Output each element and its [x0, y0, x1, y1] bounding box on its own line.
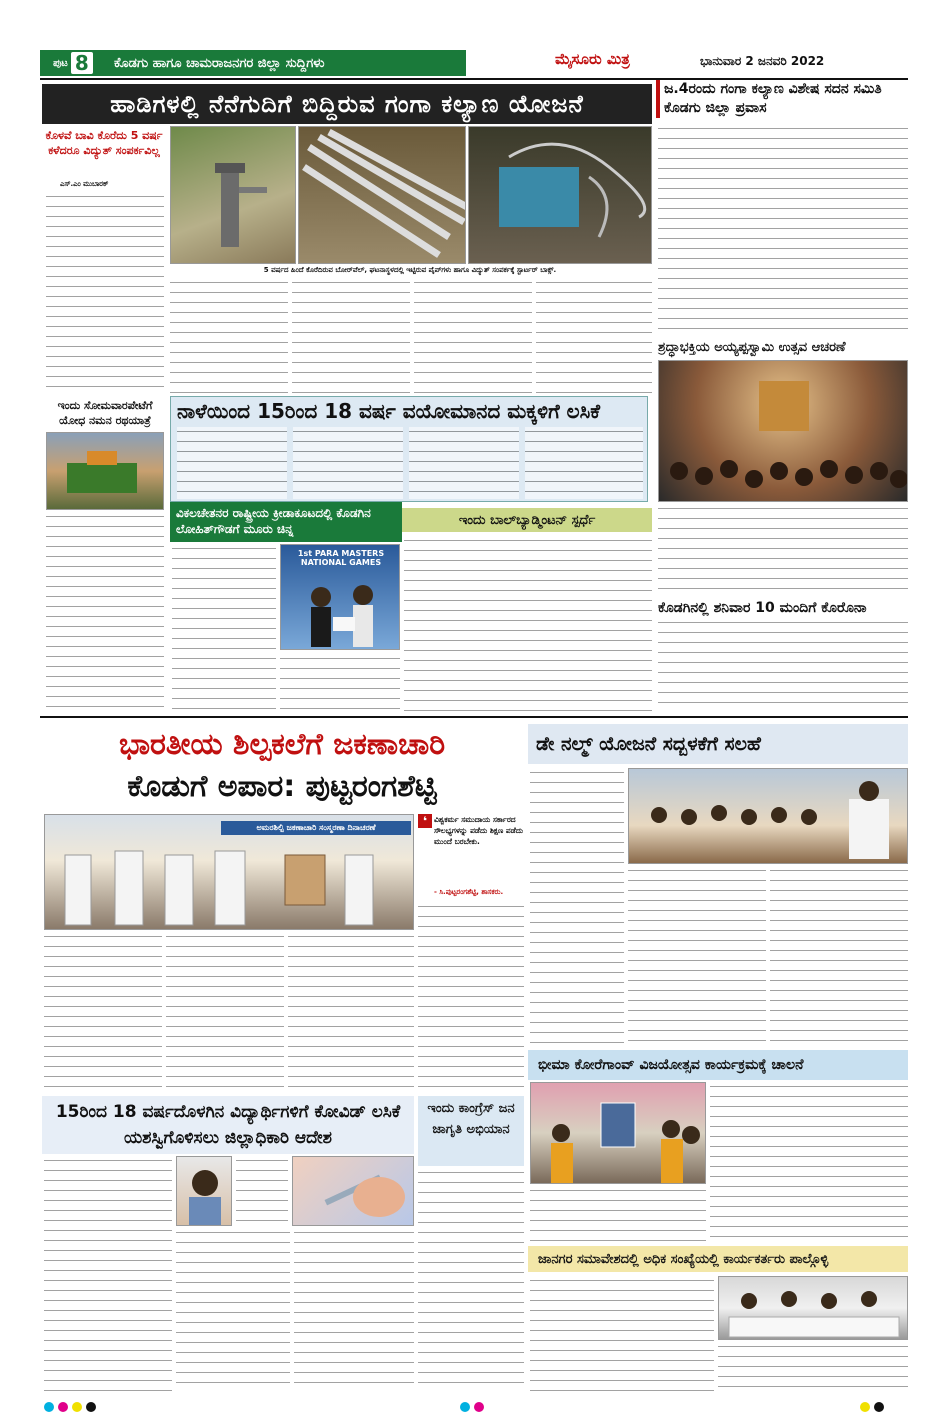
shilpi-col-4 [418, 902, 524, 1092]
lead-column-2 [170, 278, 288, 394]
bhima-col-1 [530, 1186, 706, 1244]
ballbadminton-body [404, 536, 652, 712]
ayyappa-body [658, 504, 908, 598]
pipes-photo [298, 126, 466, 264]
masthead-logo: ಮೈಸೂರು ಮಿತ್ರ [555, 50, 630, 68]
shilpi-stage-banner: ಅಮರಶಿಲ್ಪಿ ಜಕಣಾಚಾರಿ ಸಂಸ್ಮರಣಾ ದಿನಾಚರಣೆ [221, 821, 411, 835]
covid-col-1 [44, 1156, 172, 1392]
vaccine-col-2 [293, 427, 403, 499]
gangakalyana-committee-body [658, 124, 908, 338]
shilpi-headline [42, 724, 522, 812]
sports-body-2 [280, 654, 400, 712]
dc-portrait-photo [176, 1156, 232, 1226]
ballbadminton-headline: ಇಂದು ಬಾಲ್‌ಬ್ಯಾಡ್ಮಿಂಟನ್ ಸ್ಪರ್ಧೆ [402, 508, 652, 532]
covid-col-3 [176, 1228, 290, 1392]
lead-column-3 [292, 278, 410, 394]
congress-body [418, 1168, 524, 1392]
vaccination-photo [292, 1156, 414, 1226]
janagara-col-1 [530, 1276, 714, 1392]
daynulm-meeting-photo [628, 768, 908, 864]
sports-body-1 [172, 544, 276, 712]
lead-column-4 [414, 278, 532, 394]
congress-headline: ಇಂದು ಕಾಂಗ್ರೆಸ್ ಜನ ಜಾಗೃತಿ ಅಭಿಯಾನ [418, 1096, 524, 1166]
vaccine-col-4 [525, 427, 643, 499]
sports-banner-text: 1st PARA MASTERS NATIONAL GAMES [297, 549, 385, 567]
cyan-registration-mark [44, 1402, 54, 1412]
lead-column-1 [46, 192, 164, 392]
bhima-koregaon-headline: ಭೀಮಾ ಕೋರೆಗಾಂವ್ ವಿಜಯೋತ್ಸವ ಕಾರ್ಯಕ್ರಮಕ್ಕೆ ಚಾಲನೆ [528, 1050, 908, 1080]
shilpi-headline-line1: ಭಾರತೀಯ ಶಿಲ್ಪಕಲೆಗೆ ಜಕಣಾಚಾರಿ [118, 727, 446, 762]
shilpi-col-2 [166, 932, 284, 1092]
gangakalyana-committee-headline: ಜ.4ರಂದು ಗಂಗಾ ಕಲ್ಯಾಣ ವಿಶೇಷ ಸದನ ಸಮಿತಿ ಕೊಡಗು ಜಿಲ್ಲಾ ಪ್ರವಾಸ [656, 80, 906, 120]
ratha-photo [46, 432, 164, 510]
shilpi-event-photo [44, 814, 414, 930]
ratha-body [46, 512, 164, 712]
daynulm-headline: ಡೇ ನಲ್ಮ್ ಯೋಜನೆ ಸದ್ಬಳಕೆಗೆ ಸಲಹೆ [528, 724, 908, 764]
sports-headline: ವಿಕಲಚೇತನರ ರಾಷ್ಟ್ರೀಯ ಕ್ರೀಡಾಕೂಟದಲ್ಲಿ ಕೊಡಗಿನ ಲೋಹಿತ್‌ಗೌಡಗೆ ಮೂರು ಚಿನ್ನ [170, 502, 402, 542]
bhima-event-photo [530, 1082, 706, 1184]
lead-byline: ಎಸ್.ಎಂ ಮುಬಾರಕ್ [60, 180, 109, 188]
quote-mark-icon: ❛ [418, 814, 432, 828]
daynulm-col-2 [628, 866, 766, 1048]
lead-subhead: ಕೊಳವೆ ಬಾವಿ ಕೊರೆದು 5 ವರ್ಷ ಕಳೆದರೂ ವಿದ್ಯುತ್ ಸಂಪರ್ಕವಿಲ್ಲ [45, 129, 163, 157]
yellow-registration-mark-right [860, 1402, 870, 1412]
covid-dc-headline: 15ರಿಂದ 18 ವರ್ಷದೊಳಗಿನ ವಿದ್ಯಾರ್ಥಿಗಳಿಗೆ ಕೋವಿಡ್ ಲಸಿಕೆ ಯಶಸ್ವಿಗೊಳಿಸಲು ಜಿಲ್ಲಾಧಿಕಾರಿ ಆದೇಶ [42, 1096, 414, 1154]
section-heading: ಕೊಡಗು ಹಾಗೂ ಚಾಮರಾಜನಗರ ಜಿಲ್ಲಾ ಸುದ್ದಿಗಳು [106, 50, 466, 76]
mid-rule [40, 716, 908, 718]
vaccine-col-3 [409, 427, 519, 499]
ratha-headline: ಇಂದು ಸೋಮವಾರಪೇಟೆಗೆ ಯೋಧ ನಮನ ರಥಯಾತ್ರೆ [57, 399, 153, 427]
lead-headline: ಹಾಡಿಗಳಲ್ಲಿ ನೆನೆಗುದಿಗೆ ಬಿದ್ದಿರುವ ಗಂಗಾ ಕಲ್ಯಾಣ ಯೋಜನೆ [42, 84, 652, 124]
janagara-headline: ಜಾನಗರ ಸಮಾವೇಶದಲ್ಲಿ ಅಧಿಕ ಸಂಖ್ಯೆಯಲ್ಲಿ ಕಾರ್ಯಕರ್ತರು ಪಾಲ್ಗೊಳ್ಳಿ [528, 1246, 908, 1272]
shilpi-col-1 [44, 932, 162, 1092]
corona-headline: ಕೊಡಗಿನಲ್ಲಿ ಶನಿವಾರ 10 ಮಂದಿಗೆ ಕೊರೊನಾ [658, 600, 867, 616]
vaccine-headline: ನಾಳೆಯಿಂದ 15ರಿಂದ 18 ವರ್ಷ ವಯೋಮಾನದ ಮಕ್ಕಳಿಗೆ ಲಸಿಕೆ [177, 399, 601, 423]
lead-photo-caption: 5 ವರ್ಷದ ಹಿಂದೆ ಕೊರೆದಿರುವ ಬೋರ್‌ವೆಲ್, ಘಟನಾಸ್ಥಳದಲ್ಲಿ ಇಟ್ಟಿರುವ ಪೈಪ್‌ಗಳು ಹಾಗೂ ವಿದ್ಯುತ್ ಸಂಪರ್ಕಕ್ಕೆ ಸ್ಟಾರ್ಟರ್ ಬಾಕ್ಸ್. [263, 266, 557, 274]
black-registration-mark-right [874, 1402, 884, 1412]
vaccine-story-box [170, 396, 648, 502]
borewell-photo [170, 126, 296, 264]
magenta-registration-mark-center [474, 1402, 484, 1412]
covid-col-2 [236, 1156, 288, 1226]
ayyappa-headline: ಶ್ರದ್ಧಾಭಕ್ತಿಯ ಅಯ್ಯಪ್ಪಸ್ವಾಮಿ ಉತ್ಸವ ಆಚರಣೆ [658, 340, 846, 355]
daynulm-col-1 [530, 768, 624, 1048]
page-number: 8 [71, 52, 93, 74]
magenta-registration-mark [58, 1402, 68, 1412]
janagara-col-2 [718, 1342, 908, 1392]
sports-award-photo [280, 544, 400, 650]
cyan-registration-mark-center [460, 1402, 470, 1412]
vaccine-col-1 [177, 427, 287, 499]
shilpi-quote-box [418, 814, 524, 900]
shilpi-headline-line2: ಕೊಡುಗೆ ಅಪಾರ: ಪುಟ್ಟರಂಗಶೆಟ್ಟಿ [127, 769, 437, 804]
corona-body [658, 618, 908, 710]
black-registration-mark [86, 1402, 96, 1412]
shilpi-quote: ವಿಶ್ವಕರ್ಮ ಸಮುದಾಯ ಸರ್ಕಾರದ ಸೌಲಭ್ಯಗಳನ್ನು ಪಡೆದು ಶಿಕ್ಷಣ ಪಡೆದು ಮುಂದೆ ಬರಬೇಕು. [434, 815, 524, 846]
bhima-col-2 [710, 1082, 908, 1244]
shilpi-col-3 [288, 932, 414, 1092]
covid-col-4 [294, 1228, 414, 1392]
shilpi-quote-author: - ಸಿ.ಪುಟ್ಟರಂಗಶೆಟ್ಟಿ, ಶಾಸಕರು. [434, 888, 504, 896]
ayyappa-festival-photo [658, 360, 908, 502]
page-number-box [40, 50, 106, 76]
headline-accent-bar [656, 80, 660, 118]
starter-box-photo [468, 126, 652, 264]
lead-column-5 [536, 278, 652, 394]
yellow-registration-mark [72, 1402, 82, 1412]
dateline: ಭಾನುವಾರ 2 ಜನವರಿ 2022 [700, 54, 825, 68]
daynulm-col-3 [770, 866, 908, 1048]
page-label: ಪುಟ [53, 57, 68, 69]
janagara-meeting-photo [718, 1276, 908, 1340]
